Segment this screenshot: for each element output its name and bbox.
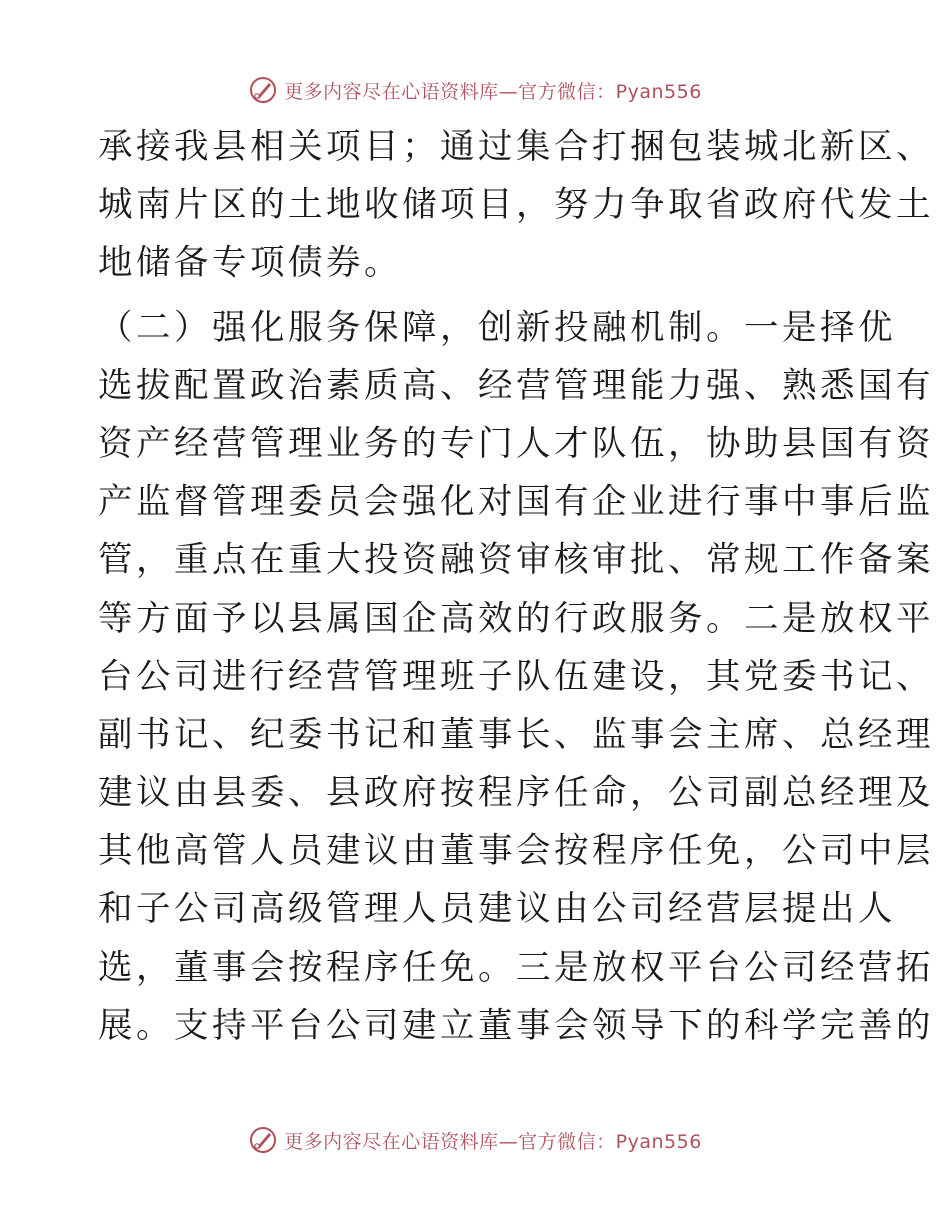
body-line: 地储备专项债券。 bbox=[98, 243, 402, 284]
body-line: 产监督管理委员会强化对国有企业进行事中事后监 bbox=[98, 482, 934, 523]
quill-logo-icon bbox=[248, 75, 278, 105]
body-line: 城南片区的土地收储项目，努力争取省政府代发土 bbox=[98, 185, 934, 226]
body-line: 和子公司高级管理人员建议由公司经营层提出人 bbox=[98, 889, 896, 930]
body-line: 选拔配置政治素质高、经营管理能力强、熟悉国有 bbox=[98, 365, 934, 406]
header-banner bbox=[0, 70, 950, 110]
body-line: 台公司进行经营管理班子队伍建设，其党委书记、 bbox=[98, 656, 934, 697]
body-line: 其他高管人员建议由董事会按程序任免，公司中层 bbox=[98, 831, 934, 872]
header-banner-text: 更多内容尽在心语资料库—官方微信：Pyan556 bbox=[284, 80, 702, 103]
body-line: 承接我县相关项目；通过集合打捆包装城北新区、 bbox=[98, 127, 934, 167]
body-line: 选，董事会按程序任免。三是放权平台公司经营拓 bbox=[98, 947, 934, 988]
body-line: 等方面予以县属国企高效的行政服务。二是放权平 bbox=[98, 598, 934, 639]
document-body bbox=[98, 118, 934, 1055]
section-heading-line: （二）强化服务保障，创新投融机制。一是择优 bbox=[98, 307, 896, 348]
quill-logo-icon bbox=[248, 1125, 278, 1155]
body-line: 管，重点在重大投资融资审核审批、常规工作备案 bbox=[98, 540, 934, 581]
footer-banner-text: 更多内容尽在心语资料库—官方微信：Pyan556 bbox=[284, 1130, 702, 1153]
body-line: 副书记、纪委书记和董事长、监事会主席、总经理 bbox=[98, 714, 934, 755]
body-line: 展。支持平台公司建立董事会领导下的科学完善的 bbox=[98, 1005, 934, 1046]
body-line: 资产经营管理业务的专门人才队伍，协助县国有资 bbox=[98, 423, 934, 464]
body-line: 建议由县委、县政府按程序任命，公司副总经理及 bbox=[98, 773, 934, 814]
footer-banner bbox=[0, 1120, 950, 1160]
